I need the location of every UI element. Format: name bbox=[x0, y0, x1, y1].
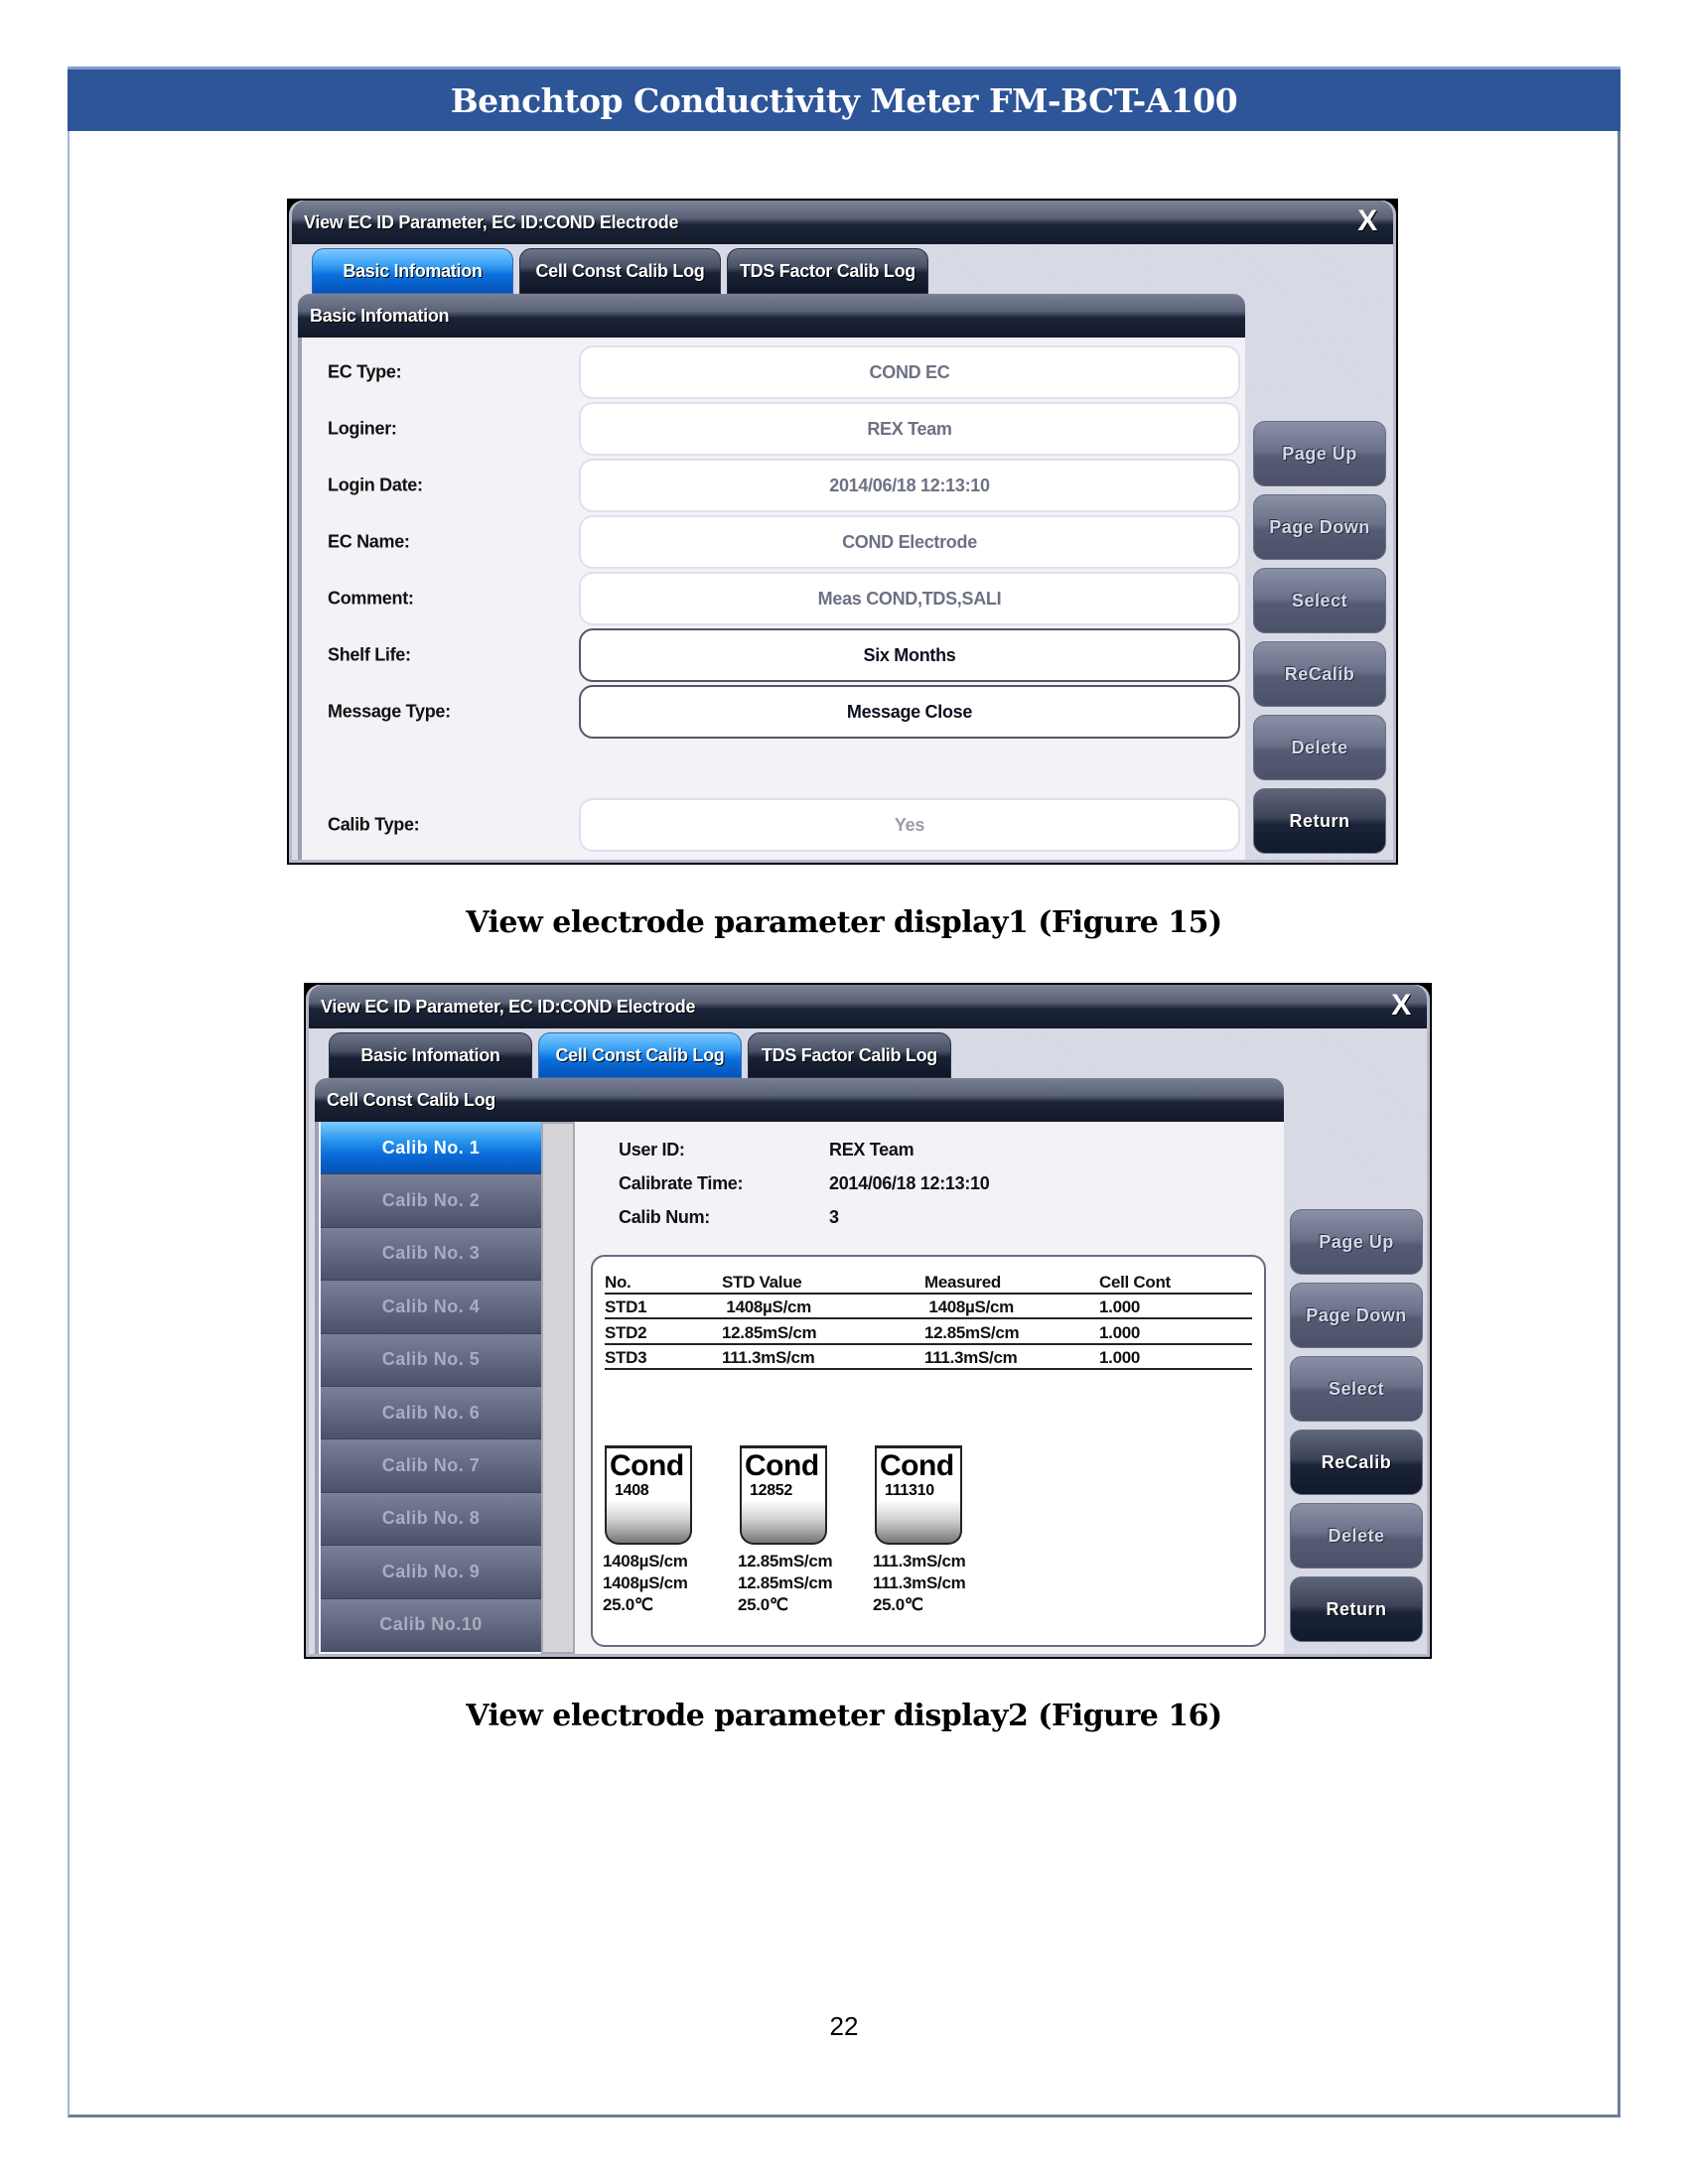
comment-field: Meas COND,TDS,SALI bbox=[579, 572, 1240, 625]
recalib-button[interactable]: ReCalib bbox=[1253, 641, 1386, 707]
beaker-code: 12852 bbox=[750, 1482, 792, 1499]
table-row bbox=[605, 1345, 1252, 1371]
page-down-button[interactable]: Page Down bbox=[1253, 494, 1386, 560]
select-button[interactable]: Select bbox=[1290, 1356, 1423, 1422]
ec-name-field: COND Electrode bbox=[579, 515, 1240, 569]
calib-num-value: 3 bbox=[829, 1207, 839, 1227]
table-header-row bbox=[605, 1269, 1252, 1295]
calib-item-10[interactable]: Calib No.10 bbox=[321, 1599, 541, 1652]
form-row-ec-type bbox=[302, 345, 1245, 399]
cell-measured: 111.3mS/cm bbox=[924, 1348, 1018, 1367]
tab-tds-factor-calib-log[interactable]: TDS Factor Calib Log bbox=[748, 1032, 951, 1078]
col-measured-header: Measured bbox=[924, 1272, 1001, 1292]
page-up-button[interactable]: Page Up bbox=[1290, 1209, 1423, 1275]
shelf-life-label: Shelf Life: bbox=[328, 644, 411, 665]
beaker-values bbox=[603, 1551, 700, 1616]
form-row-shelf-life bbox=[302, 628, 1245, 682]
calib-list bbox=[321, 1122, 541, 1652]
beaker-std-value: 111.3mS/cm bbox=[873, 1552, 966, 1570]
col-std-value-header: STD Value bbox=[722, 1272, 802, 1292]
beaker-title: Cond bbox=[880, 1449, 954, 1482]
beaker-measured-value: 111.3mS/cm bbox=[873, 1573, 966, 1592]
figure-16-caption: View electrode parameter display2 (Figure 16) bbox=[466, 1699, 1222, 1733]
login-date-field: 2014/06/18 12:13:10 bbox=[579, 459, 1240, 512]
form-row-message-type bbox=[302, 685, 1245, 739]
calib-item-6[interactable]: Calib No. 6 bbox=[321, 1387, 541, 1439]
delete-button[interactable]: Delete bbox=[1253, 715, 1386, 780]
panel-header: Cell Const Calib Log bbox=[315, 1078, 1284, 1122]
delete-button[interactable]: Delete bbox=[1290, 1503, 1423, 1569]
tab-basic-information[interactable]: Basic Infomation bbox=[312, 248, 513, 294]
user-id-value: REX Team bbox=[829, 1140, 914, 1160]
tab-bar bbox=[329, 1032, 951, 1078]
form-row-ec-name bbox=[302, 515, 1245, 569]
comment-label: Comment: bbox=[328, 588, 414, 609]
beaker-temperature: 25.0℃ bbox=[873, 1595, 923, 1614]
beaker-temperature: 25.0℃ bbox=[603, 1595, 653, 1614]
col-cell-cont-header: Cell Cont bbox=[1099, 1272, 1171, 1292]
ec-name-label: EC Name: bbox=[328, 531, 410, 552]
page-header bbox=[68, 67, 1620, 131]
figure-15-window bbox=[287, 199, 1398, 865]
window-title: View EC ID Parameter, EC ID:COND Electrode bbox=[321, 996, 696, 1017]
calib-item-2[interactable]: Calib No. 2 bbox=[321, 1174, 541, 1227]
calib-num-label: Calib Num: bbox=[619, 1207, 711, 1227]
form-row-login-date bbox=[302, 459, 1245, 512]
window-titlebar bbox=[309, 985, 1427, 1028]
beaker-title: Cond bbox=[745, 1449, 819, 1482]
calib-item-3[interactable]: Calib No. 3 bbox=[321, 1228, 541, 1281]
tab-tds-factor-calib-log[interactable]: TDS Factor Calib Log bbox=[727, 248, 928, 294]
calib-item-8[interactable]: Calib No. 8 bbox=[321, 1493, 541, 1546]
document-title: Benchtop Conductivity Meter FM-BCT-A100 bbox=[450, 80, 1238, 120]
window-title: View EC ID Parameter, EC ID:COND Electrode bbox=[304, 211, 679, 232]
panel-header: Basic Infomation bbox=[298, 294, 1245, 338]
calib-item-4[interactable]: Calib No. 4 bbox=[321, 1281, 541, 1333]
cell-cell-cont: 1.000 bbox=[1099, 1322, 1141, 1342]
beaker-values bbox=[738, 1551, 835, 1616]
calib-type-label: Calib Type: bbox=[328, 814, 420, 835]
loginer-label: Loginer: bbox=[328, 418, 397, 439]
recalib-button[interactable]: ReCalib bbox=[1290, 1430, 1423, 1495]
select-button[interactable]: Select bbox=[1253, 568, 1386, 633]
beaker-code: 111310 bbox=[885, 1482, 934, 1499]
message-type-select[interactable]: Message Close bbox=[579, 685, 1240, 739]
beaker-code: 1408 bbox=[615, 1482, 649, 1499]
beaker-icon bbox=[875, 1445, 962, 1545]
return-button[interactable]: Return bbox=[1290, 1576, 1423, 1642]
ec-type-field: COND EC bbox=[579, 345, 1240, 399]
calib-item-9[interactable]: Calib No. 9 bbox=[321, 1546, 541, 1598]
cell-cell-cont: 1.000 bbox=[1099, 1297, 1141, 1316]
col-no-header: No. bbox=[605, 1272, 632, 1292]
close-icon[interactable]: X bbox=[1391, 989, 1411, 1022]
form-row-loginer bbox=[302, 402, 1245, 456]
tab-cell-const-calib-log[interactable]: Cell Const Calib Log bbox=[519, 248, 721, 294]
table-row bbox=[605, 1295, 1252, 1320]
window-titlebar bbox=[292, 201, 1393, 244]
tab-cell-const-calib-log[interactable]: Cell Const Calib Log bbox=[538, 1032, 742, 1078]
calib-table bbox=[605, 1269, 1252, 1370]
page-down-button[interactable]: Page Down bbox=[1290, 1283, 1423, 1348]
side-button-column bbox=[1253, 421, 1386, 854]
calib-log-panel bbox=[315, 1122, 1284, 1657]
beaker-icon bbox=[605, 1445, 692, 1545]
calib-type-field: Yes bbox=[579, 798, 1240, 852]
cell-measured: 1408µS/cm bbox=[924, 1297, 1014, 1316]
close-icon[interactable]: X bbox=[1357, 205, 1377, 237]
message-type-label: Message Type: bbox=[328, 701, 451, 722]
cell-measured: 12.85mS/cm bbox=[924, 1322, 1020, 1342]
cell-cell-cont: 1.000 bbox=[1099, 1348, 1141, 1367]
figure-16-window bbox=[304, 983, 1432, 1659]
calib-list-scrollbar[interactable] bbox=[541, 1122, 575, 1654]
calib-item-5[interactable]: Calib No. 5 bbox=[321, 1334, 541, 1387]
cell-no: STD3 bbox=[605, 1348, 647, 1367]
calib-results-box bbox=[591, 1255, 1266, 1647]
cell-no: STD1 bbox=[605, 1297, 647, 1316]
tab-bar bbox=[312, 248, 928, 294]
beaker-std-value: 1408µS/cm bbox=[603, 1552, 688, 1570]
calib-time-value: 2014/06/18 12:13:10 bbox=[829, 1173, 990, 1193]
form-row-calib-type bbox=[302, 798, 1245, 852]
beaker-std-value: 12.85mS/cm bbox=[738, 1552, 833, 1570]
beaker-measured-value: 1408µS/cm bbox=[603, 1573, 688, 1592]
cell-std-value: 1408µS/cm bbox=[722, 1297, 811, 1316]
page-up-button[interactable]: Page Up bbox=[1253, 421, 1386, 486]
user-id-label: User ID: bbox=[619, 1140, 685, 1160]
side-button-column bbox=[1290, 1209, 1423, 1642]
cell-std-value: 12.85mS/cm bbox=[722, 1322, 817, 1342]
beaker-row bbox=[603, 1445, 970, 1616]
page-number: 22 bbox=[829, 2011, 859, 2041]
calib-item-7[interactable]: Calib No. 7 bbox=[321, 1439, 541, 1492]
shelf-life-select[interactable]: Six Months bbox=[579, 628, 1240, 682]
beaker-std3 bbox=[873, 1445, 970, 1616]
form-row-comment bbox=[302, 572, 1245, 625]
beaker-icon bbox=[740, 1445, 827, 1545]
cell-no: STD2 bbox=[605, 1322, 647, 1342]
beaker-title: Cond bbox=[610, 1449, 684, 1482]
ec-type-label: EC Type: bbox=[328, 361, 402, 382]
beaker-std1 bbox=[603, 1445, 700, 1616]
tab-basic-information[interactable]: Basic Infomation bbox=[329, 1032, 532, 1078]
figure-15-caption: View electrode parameter display1 (Figure 15) bbox=[466, 905, 1222, 940]
login-date-label: Login Date: bbox=[328, 475, 423, 495]
loginer-field: REX Team bbox=[579, 402, 1240, 456]
beaker-temperature: 25.0℃ bbox=[738, 1595, 788, 1614]
beaker-std2 bbox=[738, 1445, 835, 1616]
return-button[interactable]: Return bbox=[1253, 788, 1386, 854]
table-row bbox=[605, 1319, 1252, 1345]
beaker-measured-value: 12.85mS/cm bbox=[738, 1573, 833, 1592]
cell-std-value: 111.3mS/cm bbox=[722, 1348, 815, 1367]
basic-info-panel bbox=[298, 338, 1245, 863]
calib-time-label: Calibrate Time: bbox=[619, 1173, 744, 1193]
beaker-values bbox=[873, 1551, 970, 1616]
calib-item-1[interactable]: Calib No. 1 bbox=[321, 1122, 541, 1174]
